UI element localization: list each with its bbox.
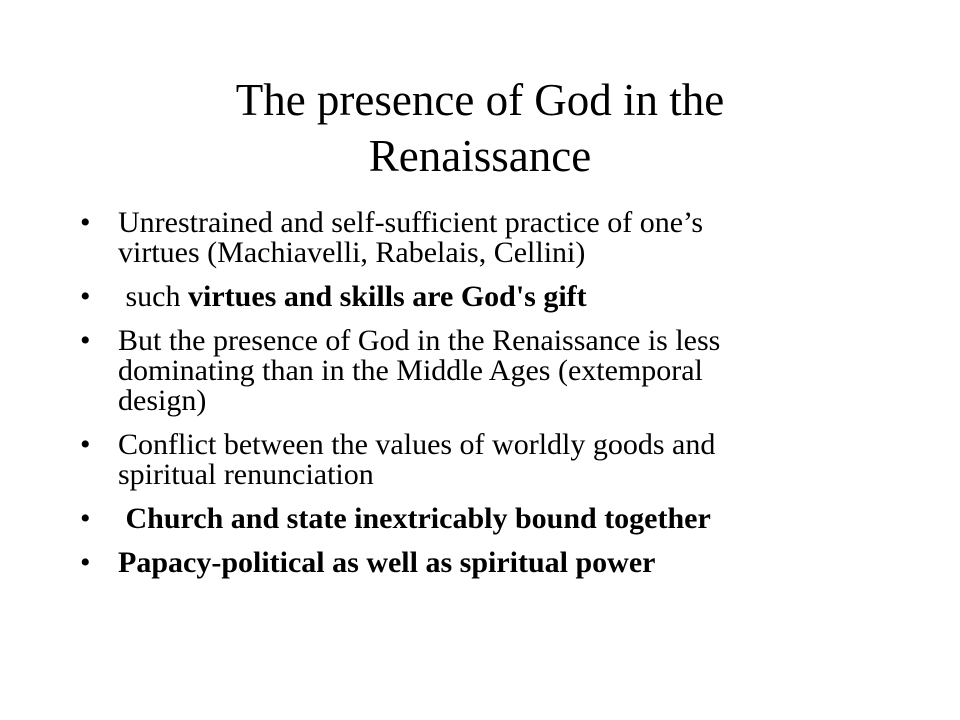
bullet-text: dominating than in the Middle Ages (extemporal xyxy=(118,354,703,387)
title-line-2: Renaissance xyxy=(368,131,592,181)
bullet-text: virtues (Machiavelli, Rabelais, Cellini) xyxy=(118,236,586,269)
bullet-dot-icon: • xyxy=(80,324,91,357)
bullet-item xyxy=(80,504,880,534)
bullet-bold-text: Papacy-political as well as spiritual power xyxy=(118,546,656,579)
bullet-item xyxy=(80,326,880,416)
bullet-dot-icon: • xyxy=(80,206,91,239)
bullet-list xyxy=(80,208,880,592)
bullet-bold-text: Church and state inextricably bound together xyxy=(118,502,711,535)
bullet-item xyxy=(80,548,880,578)
bullet-item xyxy=(80,208,880,268)
bullet-dot-icon: • xyxy=(80,280,91,313)
bullet-dot-icon: • xyxy=(80,502,91,535)
bullet-text: design) xyxy=(118,384,207,417)
bullet-text: Conflict between the values of worldly goods and xyxy=(118,428,716,461)
bullet-bold-text: virtues and skills are God's gift xyxy=(188,280,587,313)
bullet-item xyxy=(80,282,880,312)
bullet-item xyxy=(80,430,880,490)
title-line-1: The presence of God in the xyxy=(235,75,725,125)
bullet-dot-icon: • xyxy=(80,428,91,461)
bullet-dot-icon: • xyxy=(80,546,91,579)
bullet-text: spiritual renunciation xyxy=(118,458,374,491)
bullet-text: But the presence of God in the Renaissance is less xyxy=(118,324,721,357)
bullet-text: Unrestrained and self-sufficient practice of one’s xyxy=(118,206,704,239)
slide-title xyxy=(90,72,870,184)
bullet-text: such xyxy=(118,280,188,313)
